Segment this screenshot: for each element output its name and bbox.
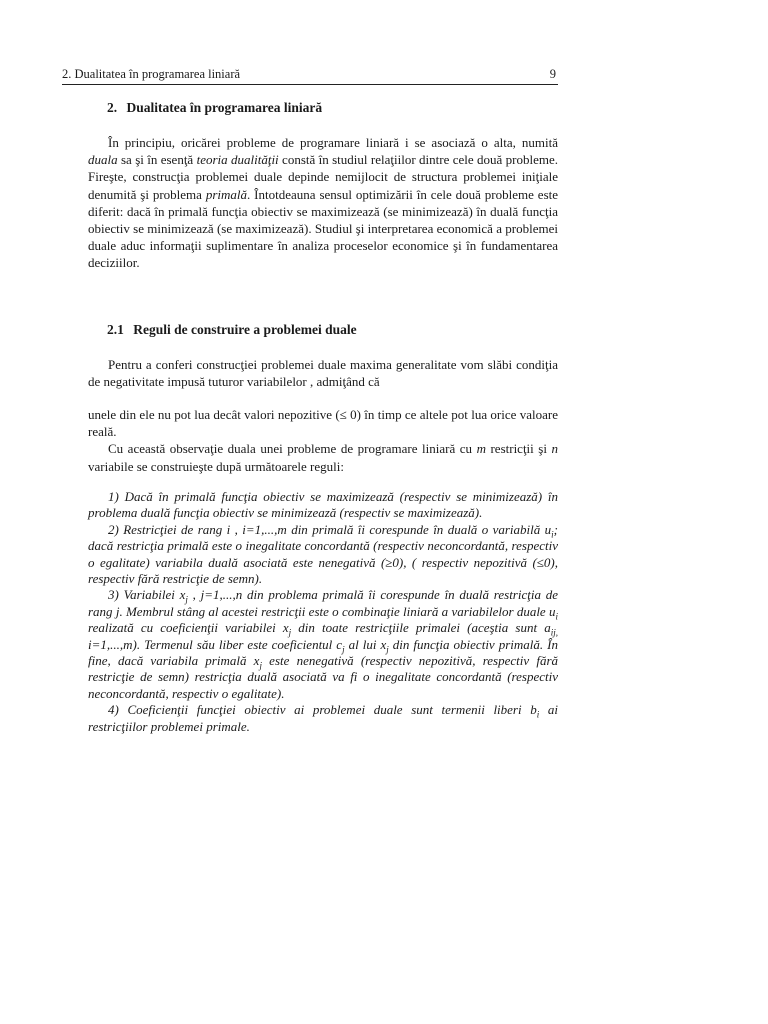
subscript-i: i — [536, 709, 540, 720]
rule-4-text-a: 4) Coeficienţii funcţiei obiectiv ai problemei duale sunt termenii liberi b — [108, 702, 537, 718]
nonpositive-paragraph: unele din ele nu pot lua decât valori nepozitive (≤ 0) în timp ce altele pot lua orice valoare reală. — [88, 407, 558, 440]
rules-intro-paragraph — [88, 440, 558, 474]
rules-intro-text-c: variabile se construieşte după următoarele reguli: — [88, 458, 344, 474]
subsection-number: 2.1 — [107, 322, 124, 337]
subsection-title: Reguli de construire a problemei duale — [133, 322, 357, 337]
section-heading — [107, 99, 322, 117]
body-paragraph-2 — [88, 406, 558, 475]
generality-paragraph: Pentru a conferi construcţiei problemei duale maxima generalitate vom slăbi condiţia de negativitate impusă tuturor variabilelor , admiţând că — [88, 357, 558, 390]
rule-3-text-f: al lui x — [344, 636, 387, 652]
rule-3-text-e: i=1,...,m). Termenul său liber este coeficientul c — [88, 636, 343, 652]
rule-4 — [88, 702, 558, 735]
var-n: n — [551, 441, 558, 457]
term-primala: primală — [205, 186, 248, 202]
subscript-i: i — [551, 529, 554, 540]
running-header-title: 2. Dualitatea în programarea liniară — [62, 67, 241, 81]
rule-3-text-c: realizată cu coeficienţii variabilei x — [88, 620, 289, 636]
var-m: m — [476, 441, 486, 457]
intro-text-b: sa şi în esenţă — [117, 152, 197, 168]
intro-paragraph-block — [88, 134, 558, 272]
rule-3-text-a: 3) Variabilei x — [108, 587, 186, 603]
intro-text-c: constă în studiul relaţiilor dintre cele două probleme. Fireşte, construcţia problemei duale depinde nemijlocit de structura problemei iniţiale denumită şi problema — [88, 152, 558, 202]
term-duala: duala — [88, 152, 118, 168]
rule-2 — [88, 522, 558, 588]
rule-3-text-d: din toate restricţiile primalei (aceştia sunt a — [291, 620, 551, 636]
rule-1: 1) Dacă în primală funcţia obiectiv se maximizează (respectiv se minimizează) în problema duală funcţia obiectiv se minimizează (respectiv se maximizează). — [88, 489, 558, 521]
subsection-heading — [107, 321, 357, 339]
rule-3-text-b: , j=1,...,n din problema primală îi corespunde în duală restricţia de rang j. Membrul stâng al acestei restricţii este o combinaţie liniară a variabilelor duale u — [88, 587, 558, 619]
term-teoria-dualitatii: teoria dualităţii — [196, 152, 279, 168]
subscript-ij: ij, — [550, 627, 558, 638]
section-title: Dualitatea în programarea liniară — [126, 100, 323, 115]
section-number: 2. — [107, 100, 118, 115]
intro-text-a: În principiu, oricărei probleme de programare liniară i se asociază o alta, numită — [108, 135, 558, 150]
body-paragraph-1 — [88, 356, 558, 390]
intro-paragraph — [88, 134, 558, 272]
subscript-j: j — [342, 644, 345, 655]
running-header — [62, 66, 558, 85]
rule-2-text-a: 2) Restricţiei de rang i , i=1,...,m din primală îi corespunde în duală o variabilă u — [108, 521, 552, 537]
rules-intro-text-b: restricţii şi — [485, 441, 552, 457]
rule-2-text-b: ; dacă restricţia primală este o inegalitate concordantă (respectiv neconcordantă, respectiv o egalitate) variabila duală asociată este nenegativă (≥0), ( respectiv nepozitivă (≤0), respectiv fără restricţie de semn). — [88, 521, 558, 587]
rule-4-text-b: ai restricţiilor problemei primale. — [88, 702, 558, 734]
subscript-i: i — [555, 611, 558, 622]
subscript-j: j — [386, 644, 389, 655]
rules-intro-text-a: Cu această observaţie duala unei probleme de programare liniară cu — [108, 441, 477, 457]
subscript-j: j — [185, 595, 188, 606]
rules-list — [88, 489, 558, 735]
rule-3-text-g: din funcţia obiectiv primală. În fine, dacă variabila primală x — [88, 636, 558, 669]
subscript-j: j — [259, 660, 262, 671]
rule-3-text-h: este nenegativă (respectiv nepozitivă, respectiv fără restricţie de semn) restricţia duală asociată va fi o inegalitate concordantă (respectiv neconcordantă, respectiv o egalitate). — [88, 653, 559, 701]
page-number: 9 — [549, 67, 556, 81]
intro-text-d: . Întotdeauna sensul optimizării în cele două probleme este diferit: dacă în primală funcţia obiectiv se maximizează (se minimizează) în duală funcţia obiectiv se minimizează (se maximizează). Studiul şi interpretarea economică a problemei duale aduc informaţii suplimentare în analiza proceselor economice şi în fundamentarea deciziilor. — [88, 186, 559, 271]
rule-3 — [88, 587, 558, 702]
subscript-j: j — [288, 627, 292, 638]
